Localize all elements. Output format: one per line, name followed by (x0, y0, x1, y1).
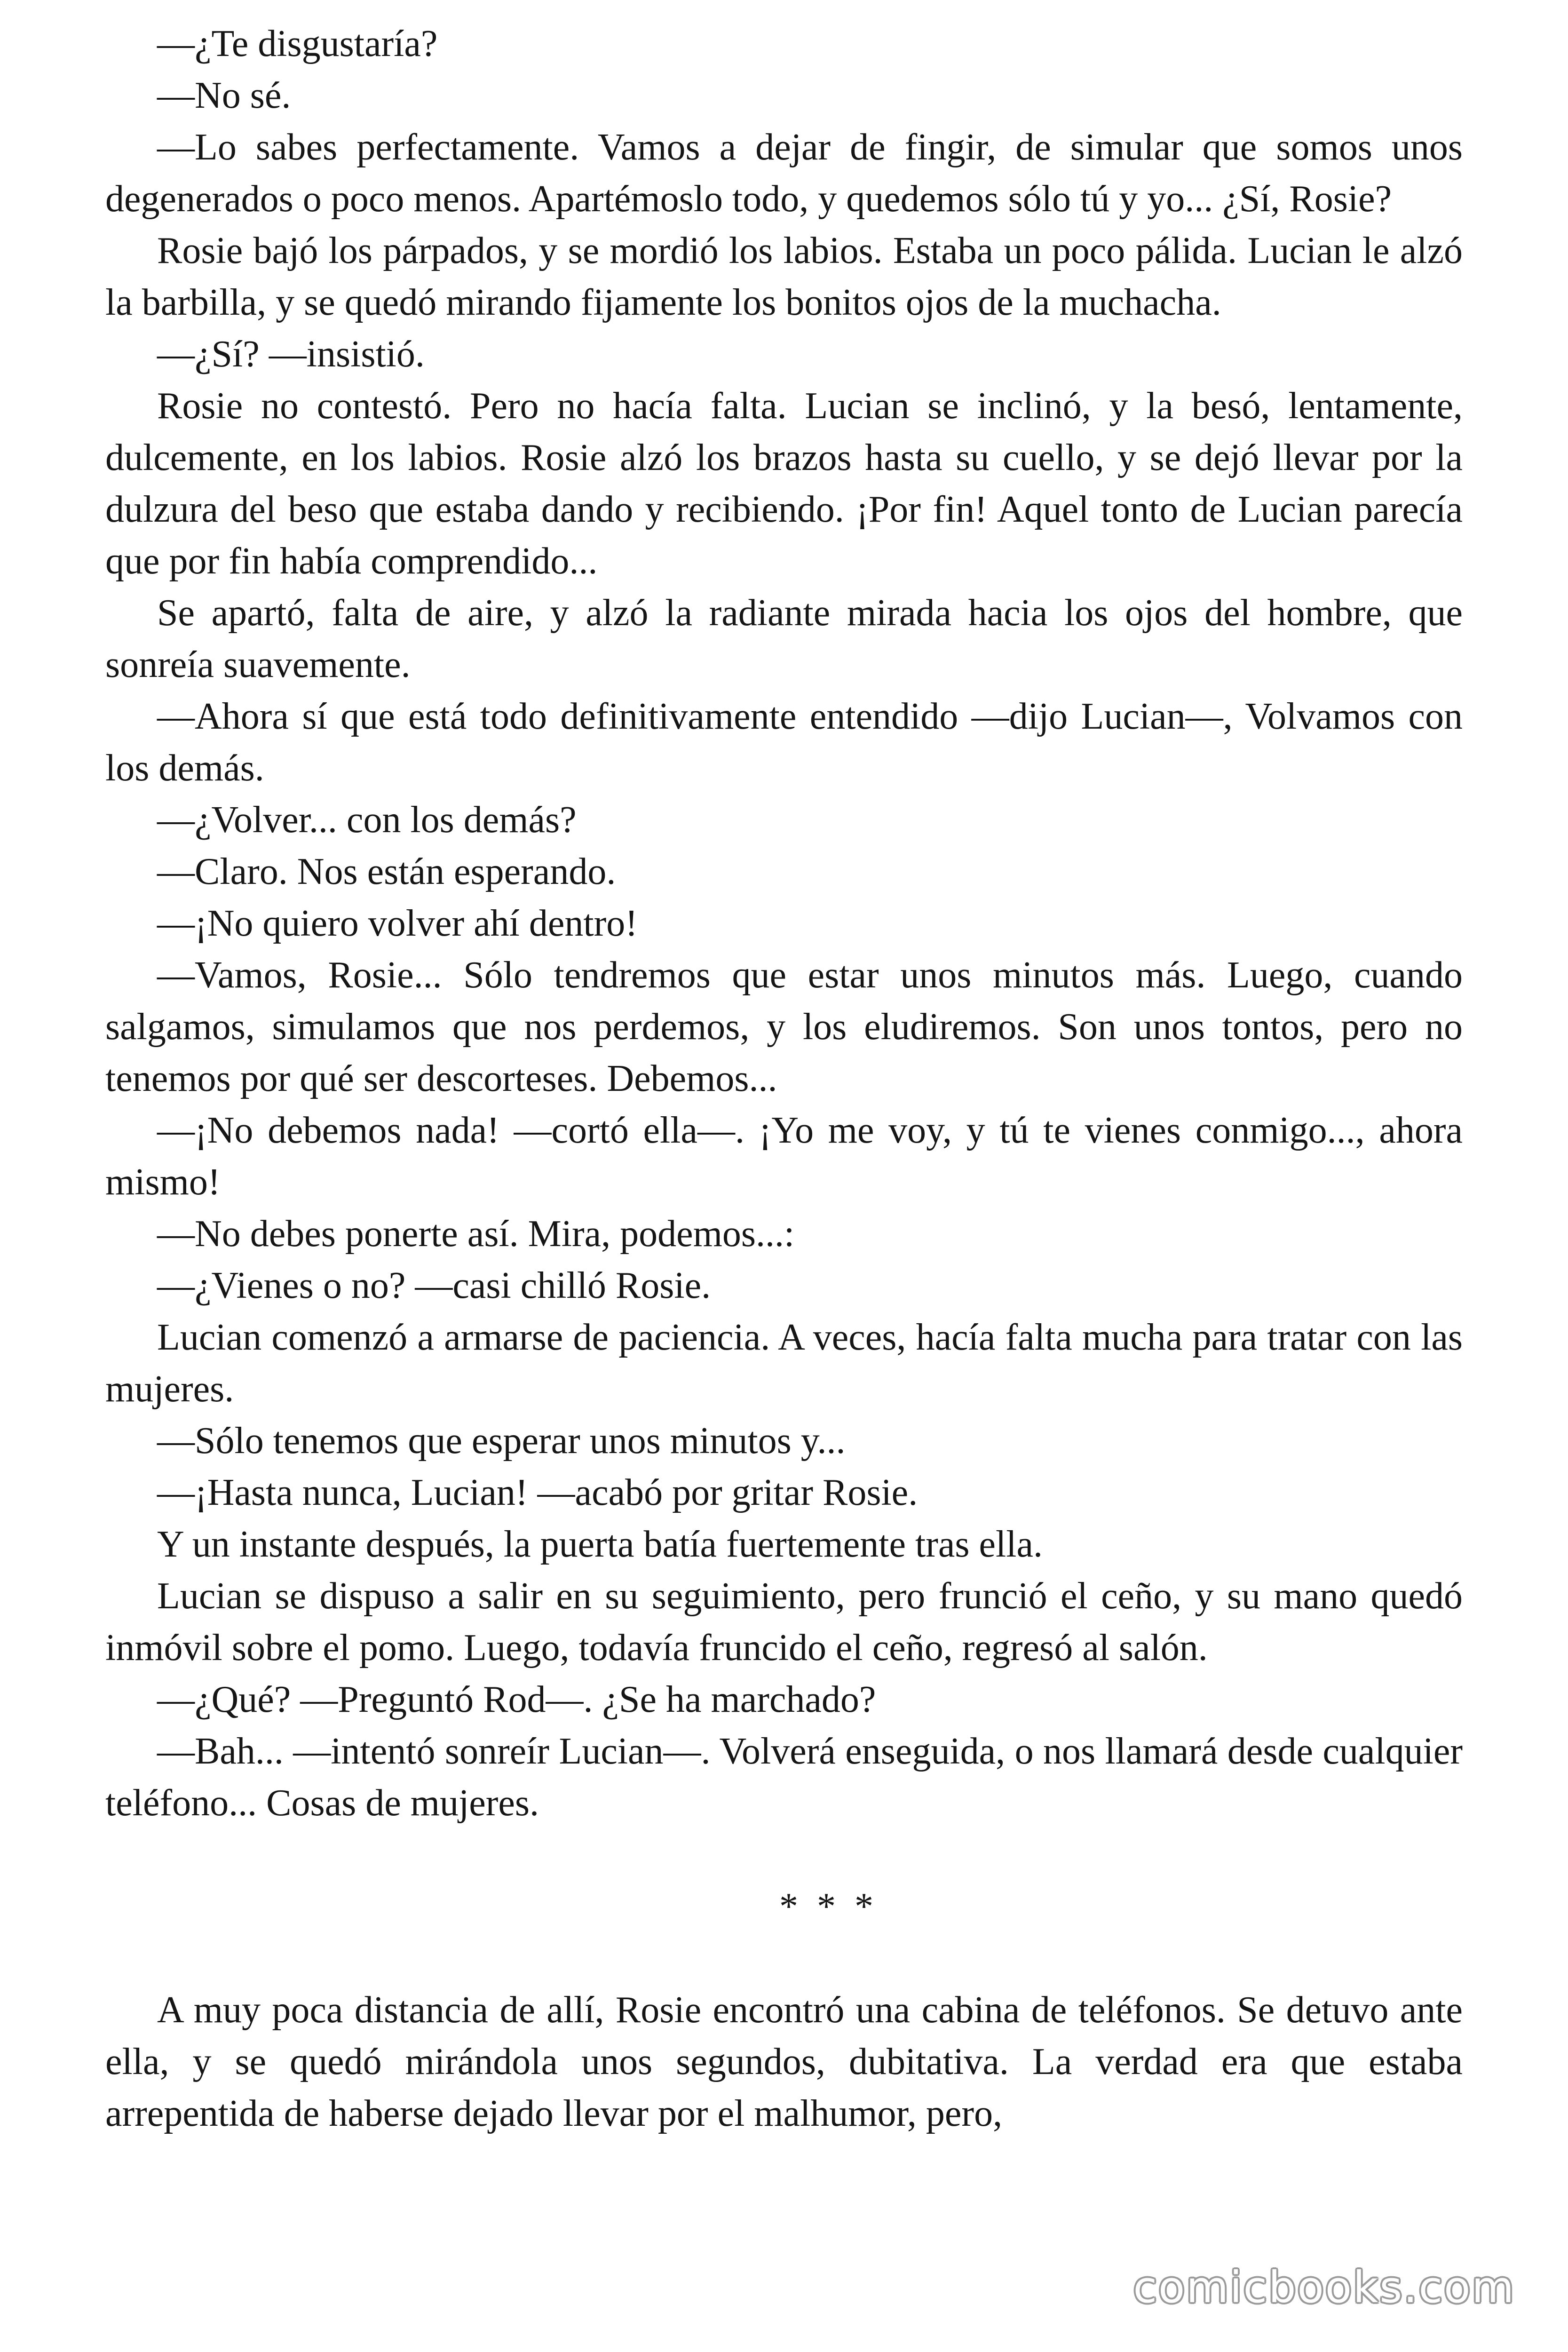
paragraph: —Bah... —intentó sonreír Lucian—. Volverá enseguida, o nos llamará desde cualquier teléfono... Cosas de mujeres. (105, 1731, 1463, 1824)
paragraph: —¿Sí? —insistió. (157, 334, 425, 375)
paragraph: —Vamos, Rosie... Sólo tendremos que estar unos minutos más. Luego, cuando salgamos, simulamos que nos perdemos, y los eludiremos. Son unos tontos, pero no tenemos por qué ser descorteses. Debemos... (105, 954, 1463, 1099)
paragraph: —No sé. (157, 75, 291, 116)
paragraph: Rosie no contestó. Pero no hacía falta. Lucian se inclinó, y la besó, lentamente, dulcemente, en los labios. Rosie alzó los brazos hasta su cuello, y se dejó llevar por la dulzura del beso que estaba dando y recibiendo. ¡Por fin! Aquel tonto de Lucian parecía que por fin había comprendido... (105, 385, 1463, 582)
paragraph: Y un instante después, la puerta batía fuertemente tras ella. (157, 1524, 1043, 1565)
paragraph: —No debes ponerte así. Mira, podemos...: (157, 1213, 795, 1255)
paragraph: —Ahora sí que está todo definitivamente entendido —dijo Lucian—, Volvamos con los demás. (105, 696, 1463, 789)
paragraph: —Claro. Nos están esperando. (157, 851, 616, 892)
paragraph: Se apartó, falta de aire, y alzó la radiante mirada hacia los ojos del hombre, que sonreía suavemente. (105, 592, 1463, 685)
paragraph: Lucian comenzó a armarse de paciencia. A veces, hacía falta mucha para tratar con las mujeres. (105, 1317, 1463, 1410)
paragraph: A muy poca distancia de allí, Rosie encontró una cabina de teléfonos. Se detuvo ante ella, y se quedó mirándola unos segundos, dubitativa. La verdad era que estaba arrepentida de haberse dejado llevar por el malhumor, pero, (105, 1989, 1463, 2134)
paragraph: —¡No debemos nada! —cortó ella—. ¡Yo me voy, y tú te vienes conmigo..., ahora mismo! (105, 1110, 1463, 1203)
paragraph: —¿Volver... con los demás? (157, 799, 577, 841)
paragraph: —Lo sabes perfectamente. Vamos a dejar de fingir, de simular que somos unos degenerados o poco menos. Apartémoslo todo, y quedemos sólo tú y yo... ¿Sí, Rosie? (105, 127, 1463, 220)
paragraph: —¿Vienes o no? —casi chilló Rosie. (157, 1265, 711, 1306)
paragraph: —¿Te disgustaría? (157, 23, 438, 64)
paragraph: —Sólo tenemos que esperar unos minutos y... (157, 1420, 846, 1462)
section-break (105, 1829, 1463, 1984)
section-break-asterisks: * * * (779, 1886, 878, 1927)
paragraph: —¡Hasta nunca, Lucian! —acabó por gritar Rosie. (157, 1472, 918, 1513)
paragraph: Rosie bajó los párpados, y se mordió los labios. Estaba un poco pálida. Lucian le alzó la barbilla, y se quedó mirando fijamente los bonitos ojos de la muchacha. (105, 230, 1463, 323)
paragraph: Lucian se dispuso a salir en su seguimiento, pero frunció el ceño, y su mano quedó inmóvil sobre el pomo. Luego, todavía fruncido el ceño, regresó al salón. (105, 1575, 1463, 1669)
paragraph: —¿Qué? —Preguntó Rod—. ¿Se ha marchado? (157, 1679, 876, 1720)
text-column (105, 18, 1463, 2139)
paragraph: —¡No quiero volver ahí dentro! (157, 903, 638, 944)
watermark-logo: comicbooks.com (1133, 2262, 1515, 2312)
